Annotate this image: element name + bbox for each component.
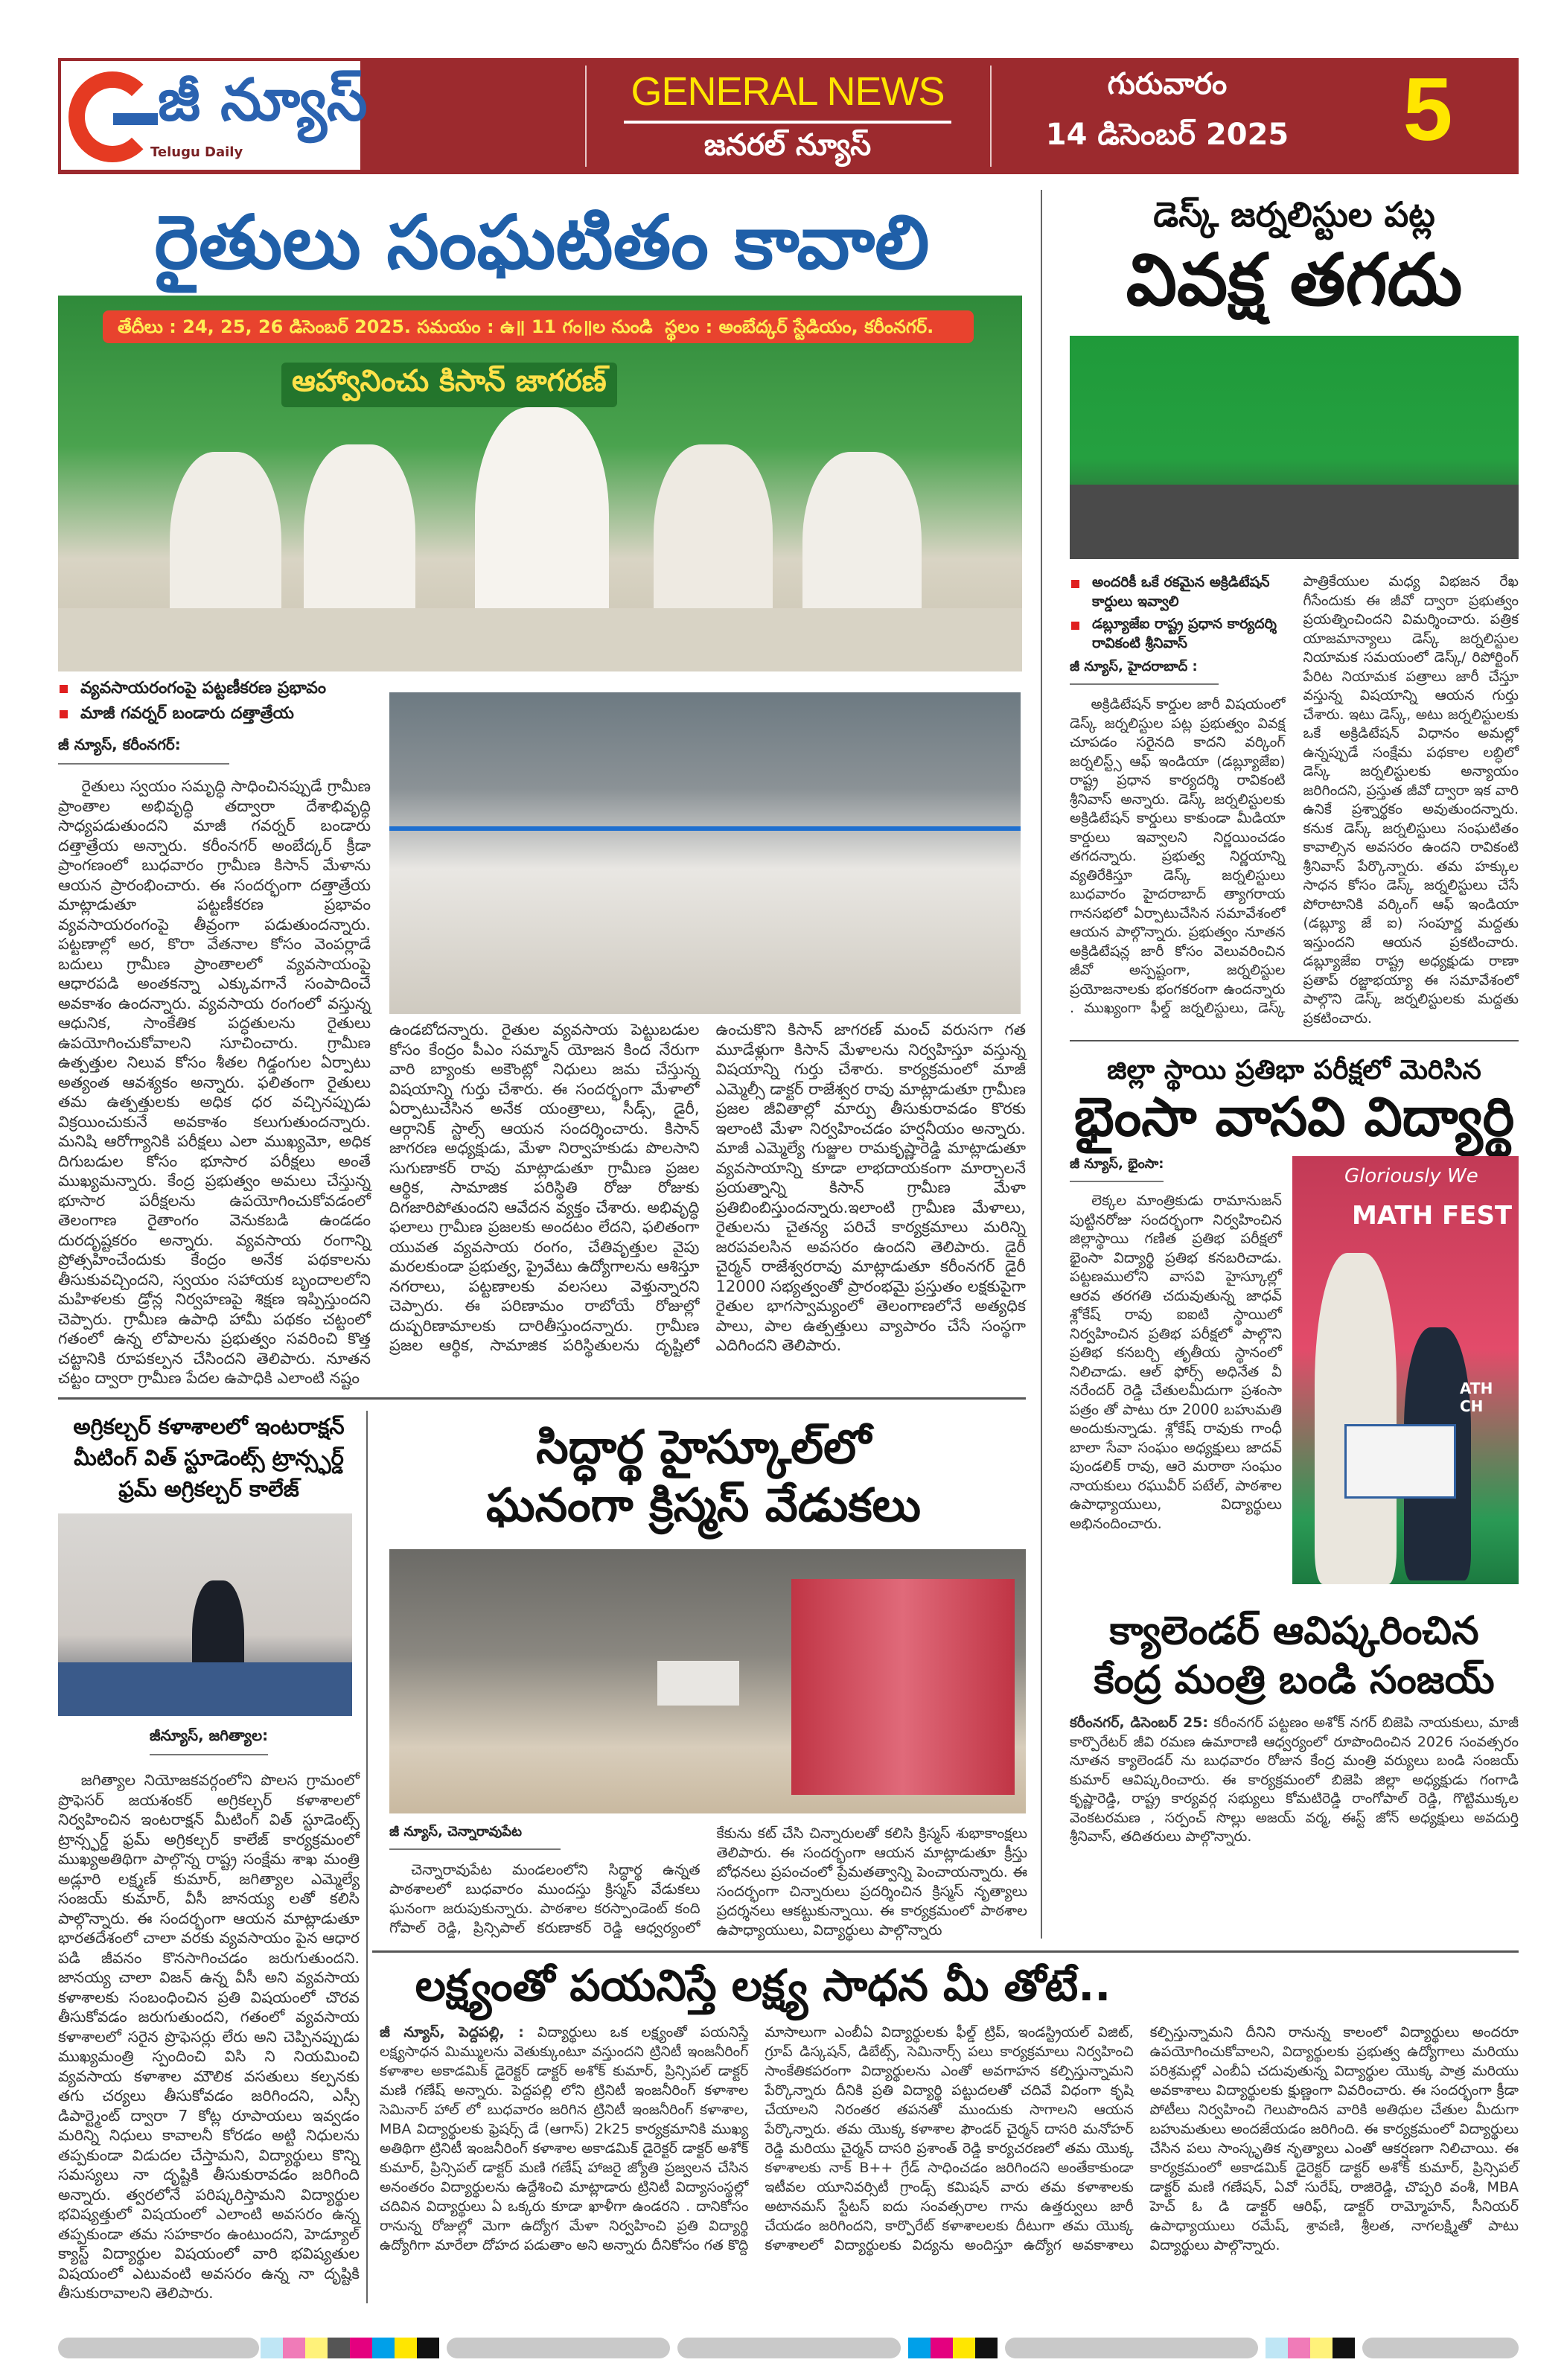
- color-swatch: [395, 2338, 417, 2358]
- calendar-text: కరీంనగర్ పట్టణం అశోక్ నగర్ బిజెపి నాయకులు, మాజీ కార్పొరేటర్ జీవి రమణ ఉమారాణి ఆధ్వర్యంలో రూపొందించిన 2026 సంవత్సరం నూతన క్యాలెండర్ ను బుధవారం రోజున కేంద్ర మంత్రి వర్యులు బండి సంజయ్ కుమార్ ఆవిష్కరించారు. ఈ కార్యక్రమంలో బిజెపి జిల్లా అధ్యక్షుడు గంగాడి కృష్ణారెడ్డి, రాష్ట్ర కార్యవర్గ సభ్యులు కోమటిరెడ్డి రాంగోపాల్ రెడ్డి, గొట్టిముక్కల వెంకటరమణ , సర్పంచ్ సొల్లు అజయ్ వర్మ, ఈస్ట్ జోన్ అధ్యక్షులు అవదుర్తి శ్రీనివాస్, తదితరులు పాల్గొన్నారు.: [1070, 1714, 1519, 1845]
- siddhartha-headline: [380, 1418, 1027, 1534]
- section-title-en: GENERAL NEWS: [631, 69, 945, 114]
- color-swatch: [1288, 2338, 1310, 2358]
- color-swatch: [1310, 2338, 1333, 2358]
- bhainsa-photo: [1292, 1156, 1519, 1584]
- registration-bar: [447, 2338, 670, 2358]
- issue-date: 14 డిసెంబర్ 2025: [1045, 118, 1289, 152]
- dateline: కరీంనగర్, డిసెంబర్ 25:: [1070, 1714, 1208, 1732]
- agri-headline: అగ్రికల్చర్ కళాశాలలో ఇంటరాక్షన్ మీటింగ్ విత్ స్టూడెంట్స్ ట్రాన్స్ఫర్డ్ ఫ్రమ్ అగ్రికల్చర్ కాలేజ్: [73, 1414, 345, 1502]
- siddhartha-article: [389, 1824, 1027, 1940]
- bullet: డబ్ల్యూజేఐ రాష్ట్ర ప్రధాన కార్యదర్శి రావికంటి శ్రీనివాస్: [1070, 614, 1286, 653]
- color-swatch: [372, 2338, 395, 2358]
- color-swatch: [908, 2338, 931, 2358]
- masthead: [58, 58, 1519, 174]
- banner-dates: తేదీలు : 24, 25, 26 డిసెంబర్ 2025. సమయం : ఉ॥ 11 గం॥ల నుండి: [118, 316, 653, 337]
- banner-text: Gloriously We: [1344, 1165, 1478, 1188]
- color-swatch: [953, 2338, 975, 2358]
- person: [1315, 1253, 1397, 1584]
- bhainsa-text: [1070, 1156, 1282, 1584]
- color-swatch: [1266, 2338, 1288, 2358]
- registration-bar: [1005, 2338, 1258, 2358]
- lead-photo: [58, 296, 1022, 671]
- desk-article: [1070, 572, 1519, 1028]
- weekday: గురువారం: [1107, 67, 1228, 101]
- section-rule: [58, 1397, 1026, 1400]
- color-swatch: [305, 2338, 328, 2358]
- byline: జీ న్యూస్, భైంసా:: [1070, 1156, 1164, 1182]
- goal-text: విద్యార్థులు ఒక లక్ష్యంతో పయనిస్తే లక్ష్యసాధన మిమ్ములను వెతుక్కుంటూ వస్తుందని ట్రినిటీ ఇంజనీరింగ్ కళాశాల అకాడమిక్ డైరెక్టర్ డాక్టర్ అశోక్ కుమార్, ప్రిన్సిపల్ డాక్టర్ మణి గణేష్ అన్నారు. పెద్దపల్లి లోని ట్రినిటీ ఇంజనీరింగ్ కళాశాల సెమినార్ హాల్ లో బుధవారం జరిగిన ట్రినిటీ ఇంజనీరింగ్ కళాశాల, MBA విద్యార్థులకు ఫ్రెషర్స్ డే (ఆగాస్) 2k25 కార్యక్రమానికి ముఖ్య అతిథిగా ట్రినిటీ ఇంజనీరింగ్ కళాశాల అకాడమిక్ డైరెక్టర్ డాక్టర్ అశోక్ కుమార్, ప్రిన్సిపల్ డాక్టర్ మణి గణేష్ హాజరై జ్యోతి ప్రజ్వలన చేసిన అనంతరం విద్యార్థులను ఉద్దేశించి మాట్లాడారు ట్రినిటీ విద్యాసంస్థల్లో చదివిన విద్యార్థులు ఏ ఒక్కరు కూడా ఖాళీగా ఉండరని . దానికోసం రానున్న రోజుల్లో మెగా ఉద్యోగ మేళా నిర్వహించి ప్రతి విద్యార్థి ఉద్యోగిగా మారేలా దోహద పడుతాం అని అన్నారు దీనికోసం గత కొద్ది మాసాలుగా ఎంబీఏ విద్యార్థులకు ఫీల్డ్ ట్రిప్, ఇండస్ట్రియల్ విజిట్, గ్రూప్ డిస్కషన్, డిబేట్స్, సెమినార్స్ పలు కార్యక్రమాలు నిర్వహించి సాంకేతికపరంగా విద్యార్థులను ఎంతో అవగాహన కల్పిస్తున్నామని పేర్కొన్నారు దీనికి ప్రతి విద్యార్థి పట్టుదలతో చదివే విధంగా కృషి చేయాలని నిరంతర తపనతో ముందుకు సాగాలని ఆయన పేర్కొన్నారు. తమ యొక్క కళాశాల ఫౌండర్ చైర్మన్ దాసరి మనోహర్ రెడ్డి మరియు చైర్మన్ దాసరి ప్రశాంత్ రెడ్డి కార్యచరణలో తమ యొక్క కళాశాలకు నాక్ B++ గ్రేడ్ సాధించడం జరిగిందని అంతేకాకుండా ఇటీవల యూనివర్సిటీ గ్రాండ్స్ కమిషన్ వారు తమ కళాశాలకు అటానమస్ స్టేటస్ ఐదు సంవత్సరాల గాను ఉత్తర్వులు జారీ చేయడం జరిగిందని, కార్పొరేట్ కళాశాలలకు దీటుగా తమ యొక్క కళాశాలలో విద్యార్థులకు విద్యను అందిస్తూ ఉద్యోగ అవకాశాలు కల్పిస్తున్నామని దీనిని రానున్న కాలంలో విద్యార్థులు అందరూ ఉపయోగించుకోవాలని, విద్యార్థులకు ప్రభుత్వ ఉద్యోగాలు మరియు పరిశ్రమల్లో ఎంబీఏ చదువుతున్న విద్యార్థుల యొక్క పాత్ర మరియు అవకాశాలు విద్యార్థులకు క్షుణ్ణంగా వివరించారు. ఈ సందర్భంగా క్రీడా పోటీలు నిర్వహించి గెలుపొందిన వారికి అతిథుల చేతుల మీదుగా బహుమతులు అందజేయడం జరిగింది. ఈ కార్యక్రమంలో విద్యార్థులు చేసిన పలు సాంస్కృతిక నృత్యాలు ఎంతో ఆకర్షణగా నిలిచాయి. ఈ కార్యక్రమంలో అకాడమిక్ డైరెక్టర్ డాక్టర్ అశోక్ కుమార్, ప్రిన్సిపల్ డాక్టర్ మణి గణేషన్, ఏవో సురేష్, రాజిరెడ్డి, చొప్పరి వంశీ, MBA హెచ్ ఓ డి డాక్టర్ ఆరిఫ్, డాక్టర్ రామ్మోహన్, సీనియర్ ఉపాధ్యాయులు రమేష్, శ్రావణి, శ్రీలత, నాగలక్ష్మితో పాటు విద్యార్థులు పాల్గొన్నారు.: [380, 2023, 1519, 2253]
- byline: జీన్యూస్, జగిత్యాల:: [150, 1726, 268, 1755]
- bhainsa-row: [1070, 1156, 1519, 1584]
- bullet: అందరికీ ఒకే రకమైన అక్రిడిటేషన్ కార్డులు ఇవ్వాలి: [1070, 572, 1286, 611]
- goal-headline: లక్ష్యంతో పయనిస్తే లక్ష్య సాధన మీ తోటే..: [415, 1960, 1111, 2011]
- lead-right-column: [389, 692, 1026, 1388]
- color-swatch: [975, 2338, 998, 2358]
- bhainsa-kicker: జిల్లా స్థాయి ప్రతిభా పరీక్షలో మెరిసిన: [1107, 1055, 1481, 1086]
- registration-bar: [677, 2338, 901, 2358]
- calendar-headline: క్యాలెండర్ ఆవిష్కరించిన కేంద్ర మంత్రి బండి సంజయ్: [1094, 1609, 1495, 1703]
- dateline: జీ న్యూస్, పెద్దపల్లి, :: [380, 2023, 524, 2041]
- headline-line: ఘనంగా క్రిస్మస్ వేడుకలు: [486, 1478, 921, 1532]
- dais: [58, 1662, 352, 1716]
- logo-text: జీ న్యూస్: [158, 67, 368, 134]
- calendar-body: [1070, 1714, 1519, 1847]
- bullet: వ్యవసాయరంగంపై పట్టణీకరణ ప్రభావం: [58, 677, 371, 700]
- desk-headline: వివక్ష తగదు: [1126, 237, 1463, 322]
- lead-body-right: ఉండబోదన్నారు. రైతుల వ్యవసాయ పెట్టుబడుల కోసం కేంద్రం పీఎం సమ్మాన్ యోజన కింద నేరుగా వారి బ్యాంకు అకౌంట్లో నిధులు జమ చేస్తున్న విషయాన్ని గుర్తు చేశారు. ఈ సందర్భంగా మేళాలో ఏర్పాటుచేసిన అనేక యంత్రాలు, సీడ్స్, డైరీ, ఆర్గానిక్ స్టాల్స్ ఆయన సందర్శించారు. కిసాన్ జాగరణ అధ్యక్షుడు, మేళా నిర్వాహకుడు పొలసాని సుగుణాకర్ రావు మాట్లాడుతూ గ్రామీణ ప్రజల ఆర్థిక, సామాజిక పరిస్థితి రోజు రోజుకు దిగజారిపోతుందని ఆవేదన వ్యక్తం చేశారు. అభివృద్ధి ఫలాలు గ్రామీణ ప్రజలకు అందటం లేదని, ఫలితంగా యువత వ్యవసాయ రంగం, చేతివృత్తుల వైపు మరలకుండా ప్రభుత్వ, ప్రైవేటు ఉద్యోగాలను ఆశిస్తూ నగరాలు, పట్టణాలకు వలసలు వెళ్తున్నారని చెప్పారు. ఈ పరిణామం రాబోయే రోజుల్లో దుష్పరిణామాలకు దారితీస్తుందన్నారు. గ్రామీణ ప్రజల ఆర్థిక, సామాజిక పరిస్థితులను దృష్టిలో ఉంచుకొని కిసాన్ జాగరణ్ మంచ్ వరుసగా గత మూడేళ్లుగా కిసాన్ మేళాలను నిర్వహిస్తూ వస్తున్న విషయాన్ని గుర్తు చేశారు. కార్యక్రమంలో మాజీ ఎమ్మెల్సీ డాక్టర్ రాజేశ్వర రావు మాట్లాడుతూ గ్రామీణ ప్రజల జీవితాల్లో మార్పు తీసుకురావడం కొరకు ఇలాంటి మేళా నిర్వహించడం హర్షనీయం అన్నారు. మాజీ ఎమ్మెల్యే గుజ్జుల రామకృష్ణారెడ్డి మాట్లాడుతూ వ్యవసాయాన్ని కూడా లాభదాయకంగా మార్చాలనే ప్రయత్నాన్ని కిసాన్ గ్రామీణ మేళా ప్రతిబింబిస్తుందన్నారు.ఇలాంటి గ్రామీణ మేళాలు, రైతులను చైతన్య పరిచే కార్యక్రమాలు మరిన్ని జరపవలసిన అవసరం ఉందని తెలిపారు. డైరీ చైర్మన్ రాజేశ్వరరావు మాట్లాడుతూ కరీంనగర్ డైరీ 12000 సభ్యత్వంతో ప్రారంభమై ప్రస్తుతం లక్షకుపైగా రైతుల భాగస్వామ్యంలో తెలంగాణలోనే అత్యధిక పాలు, పాల ఉత్పత్తులు వ్యాపారం చేసే సంస్థగా ఎదిగిందని తెలిపారు.: [389, 1021, 1026, 1354]
- logo-g-bar: [113, 113, 158, 125]
- column-rule: [366, 1411, 368, 2303]
- section-title-te: జనరల్ న్యూస్: [703, 128, 872, 162]
- siddhartha-body: చెన్నారావుపేట మండలంలోని సిద్ధార్థ ఉన్నత పాఠశాలలో బుధవారం ముందస్తు క్రిస్మస్ వేడుకలు ఘనంగా జరుపుకున్నారు. పాఠశాల కరస్పాండెంట్ కంది గోపాల్ రెడ్డి, ప్రిన్సిపాల్ కరుణాకర్ రెడ్డి ఆధ్వర్యంలో కేకును కట్ చేసి చిన్నారులతో కలిసి క్రిస్మస్ శుభాకాంక్షలు తెలిపారు. ఈ సందర్భంగా ఆయన మాట్లాడుతూ క్రీస్తు బోధనలు ప్రపంచంలో ప్రేమతత్వాన్ని పెంచాయన్నారు. ఈ సందర్భంగా చిన్నారులు ప్రదర్శించిన క్రిస్మస్ నృత్యాలు ప్రదర్శనలు ఆకట్టుకున్నాయి. ఈ కార్యక్రమంలో పాఠశాల ఉపాధ్యాయులు, విద్యార్థులు పాల్గొన్నారు: [389, 1825, 1027, 1939]
- column-rule: [1041, 190, 1042, 1939]
- bhainsa-body: లెక్కల మాంత్రికుడు రామానుజన్ పుట్టినరోజు సందర్భంగా నిర్వహించిన జిల్లాస్థాయి గణిత ప్రతిభ పరీక్షలో భైంసా విద్యార్థి ప్రతిభ కనబరిచాడు. పట్టణములోని వాసవి హైస్కూల్లో ఆరవ తరగతి చదువుతున్న జాధవ్ శ్లోకేష్ రావు ఐఐటి స్థాయిలో నిర్వహించిన ప్రతిభ పరీక్షలో పాల్గొని ప్రతిభ కనబర్చి తృతీయ స్థానంలో నిలిచాడు. ఆల్ ఫోర్స్ అధినేత వీ నరేందర్ రెడ్డి చేతులమీదుగా ప్రశంసా పత్రం తో పాటు రూ 2000 బహుమతి అందుకున్నాడు. శ్లోకేష్ రావుకు గాంధీ బాలా సేవా సంఘం అధ్యక్షులు జాదవ్ పుండలిక్ రావు, ఆరె మరాఠా సంఘం నాయకులు రఘువీర్ పటేల్, పాఠశాల ఉపాధ్యాయులు, విద్యార్థులు అభినందించారు.: [1070, 1192, 1282, 1532]
- audience: [1070, 485, 1519, 559]
- ribbon: [389, 826, 1021, 831]
- desk-body: అక్రిడిటేషన్ కార్డుల జారీ విషయంలో డెస్క్ జర్నలిస్టుల పట్ల ప్రభుత్వం వివక్ష చూపడం సరైనది కాదని వర్కింగ్ జర్నలిస్ట్స్ ఆఫ్ ఇండియా (డబ్ల్యూజేఐ) రాష్ట్ర ప్రధాన కార్యదర్శి రావికంటి శ్రీనివాస్ అన్నారు. డెస్క్ జర్నలిస్టులకు అక్రిడిటేషన్ కార్డులు కాకుండా మీడియా కార్డులు ఇవ్వాలని నిర్ణయించడం తగదన్నారు. ప్రభుత్వ నిర్ణయాన్ని వ్యతిరేకిస్తూ డెస్క్ జర్నలిస్టులు బుధవారం హైదరాబాద్ త్యాగరాయ గానసభలో ఏర్పాటుచేసిన సమావేశంలో ఆయన పాల్గొన్నారు. ప్రభుత్వం నూతన అక్రిడిటేషన్ల జారీ కోసం వెలువరించిన జీవో అస్పష్టంగా, జర్నలిస్టుల ప్రయోజనాలకు భంగకరంగా ఉందన్నారు . ముఖ్యంగా ఫీల్డ్ జర్నలిస్టులు, డెస్క్ పాత్రికేయుల మధ్య విభజన రేఖ గీసేందుకు ఈ జీవో ద్వారా ప్రభుత్వం ప్రయత్నించిందని విమర్శించారు. పత్రిక యాజమాన్యాలు డెస్క్ జర్నలిస్టుల నియామక సమయంలో డెస్క్/ రిపోర్టింగ్ పేరిట నియామక పత్రాలు జారీ చేస్తూ వస్తున్న విషయాన్ని ఆయన గుర్తు చేశారు. ఇటు డెస్క్, అటు జర్నలిస్టులకు ఒకే అక్రిడిటేషన్ విధానం అమల్లో ఉన్నప్పుడే సంక్షేమ పథకాల లబ్ధిలో డెస్క్ జర్నలిస్టులకు అన్యాయం జరిగిందని, ప్రస్తుత జీవో ద్వారా ఇక వారి ఉనికే ప్రశ్నార్థకం అవుతుందన్నారు. కనుక డెస్క్ జర్నలిస్టులు సంఘటితం కావాల్సిన అవసరం ఉందని రావికంటి శ్రీనివాస్ పేర్కొన్నారు. తమ హక్కుల సాధన కోసం డెస్క్ జర్నలిస్టులు చేసే పోరాటానికి వర్కింగ్ ఆఫ్ ఇండియా (డబ్ల్యూ జే ఐ) సంపూర్ణ మద్దతు ఇస్తుందని ఆయన ప్రకటించారు. డబ్ల్యూజేఐ రాష్ట్ర అధ్యక్షుడు రాణా ప్రతాప్ రజ్జాభయ్యా ఈ సమావేశంలో పాల్గొని డెస్క్ జర్నలిస్టులకు మద్దతు ప్రకటించారు.: [1070, 573, 1519, 1027]
- logo-tagline: Telugu Daily: [150, 144, 243, 160]
- banner-venue: స్థలం : అంబేద్కర్ స్టేడియం, కరీంనగర్.: [665, 316, 934, 337]
- certificate: [1344, 1424, 1456, 1499]
- lead-left-column: [58, 677, 371, 1388]
- right-column: [1070, 195, 1519, 1847]
- banner-title: ఆహ్వానించు కిసాన్ జాగరణ్: [281, 363, 617, 407]
- color-swatch: [417, 2338, 439, 2358]
- lead-headline: రైతులు సంఘటితం కావాలి: [154, 199, 930, 286]
- byline-wrap: [58, 1726, 360, 1755]
- cake-table: [657, 1661, 739, 1706]
- byline: జీ న్యూస్, హైదరాబాద్ :: [1070, 659, 1219, 685]
- section-underline: [624, 121, 951, 124]
- page-number: 5: [1402, 60, 1453, 159]
- color-swatch: [931, 2338, 953, 2358]
- stage-table: [58, 608, 1022, 671]
- goal-body: [380, 2023, 1519, 2255]
- teachers-sarees: [791, 1579, 1015, 1795]
- lead-story: [58, 200, 1026, 1388]
- siddhartha-story: [380, 1418, 1027, 1940]
- desk-photo: [1070, 336, 1519, 559]
- color-swatch: [1333, 2338, 1355, 2358]
- photo-banner: [103, 310, 974, 343]
- color-swatch: [283, 2338, 305, 2358]
- agri-body: జగిత్యాల నియోజకవర్గంలోని పొలస గ్రామంలో ప్రొఫెసర్ జయశంకర్ అగ్రికల్చర్ కళాశాలలో నిర్వహించిన ఇంటరాక్షన్ మీటింగ్ విత్ స్టూడెంట్స్ ట్రాన్స్ఫర్డ్ ఫ్రమ్ అగ్రికల్చర్ కాలేజ్ కార్యక్రమంలో ముఖ్యఅతిథిగా పాల్గొన్న రాష్ట్ర సంక్షేమ శాఖ మంత్రి అడ్లూరి లక్ష్మణ్ కుమార్, జగిత్యాల ఎమ్మెల్యే సంజయ్ కుమార్, వీసీ జానయ్య లతో కలిసి పాల్గొన్నారు. ఈ సందర్భంగా ఆయన మాట్లాడుతూ భారతదేశంలో చాలా వరకు వ్యవసాయం పైన ఆధార పడి జీవనం కొనసాగించడం జరుగుతుందని. జానయ్య చాలా విజన్ ఉన్న వీసీ అని వ్యవసాయ కళాశాలకు సంబంధించిన ప్రతి విషయంలో చొరవ తీసుకోవడం జరుగుతుందని, గతంలో వ్యవసాయ కళాశాలలో సరైన ప్రొఫెసర్లు లేరు అని చెప్పినప్పుడు ముఖ్యమంత్రి స్పందించి విసి ని నియమించి వ్యవసాయ కళాశాల మౌలిక వసతులు కల్పనకు తగు చర్యలు తీసుకోవడం జరిగిందని, ఎస్సీ డిపార్ట్మెంట్ ద్వారా 7 కోట్ల రూపాయలు ఇవ్వడం మరిన్ని నిధులు కావాలనీ కోరడం అట్టి నిధులను తప్పకుండా విడుదల చేస్తామని, విద్యార్థులు కొన్ని సమస్యలు నా దృష్టికి తీసుకురావడం జరిగింది అన్నారు. త్వరలోనే పరిష్కరిస్తామని విద్యార్థుల భవిష్యత్తులో విషయంలో ఎలాంటి అవసరం ఉన్న తప్పకుండా తమ సహకారం ఉంటుందని, హెడ్యూల్ క్యాస్ట్ విద్యార్థుల విషయంలో వారి భవిష్యతుల విషయంలో ఎటువంటి అవసరం ఉన్న నా దృష్టికి తీసుకురావాలని తెలిపారు.: [58, 1771, 360, 2302]
- registration-bar: [58, 2338, 259, 2358]
- lead-columns: [58, 677, 1026, 1388]
- agri-photo: [58, 1513, 352, 1716]
- banner-text: MATH FEST: [1352, 1201, 1513, 1231]
- christmas-photo: [389, 1549, 1026, 1813]
- desk-kicker: డెస్క్ జర్నలిస్టుల పట్ల: [1153, 194, 1435, 235]
- bullet: మాజీ గవర్నర్ బండారు దత్తాత్రేయ: [58, 703, 371, 725]
- color-swatch: [261, 2338, 283, 2358]
- agri-story: [58, 1411, 360, 2303]
- color-swatch: [328, 2338, 350, 2358]
- banner-text: ATH CH: [1460, 1379, 1493, 1416]
- byline: జీ న్యూస్, చెన్నారావుపేట: [389, 1824, 561, 1850]
- section-rule: [372, 1950, 1519, 1953]
- bhainsa-headline: భైంసా వాసవి విద్యార్థి: [1073, 1085, 1515, 1148]
- divider: [990, 66, 992, 167]
- headline-line: సిద్ధార్థ హైస్కూల్‌లో: [536, 1420, 871, 1474]
- color-swatch: [350, 2338, 372, 2358]
- registration-bar: [1362, 2338, 1519, 2358]
- logo: [61, 61, 368, 170]
- section-rule: [1070, 1040, 1519, 1041]
- lead-body-left: రైతులు స్వయం సమృద్ధి సాధించినప్పుడే గ్రామీణ ప్రాంతాల అభివృద్ధి తద్వారా దేశాభివృద్ధి సాధ్యపడుతుందని మాజీ గవర్నర్ బండారు దత్తాత్రేయ అన్నారు. కరీంనగర్ అంబేద్కర్ క్రీడా ప్రాంగణంలో బుధవారం గ్రామీణ కిసాన్ మేళాను ఆయన ప్రారంభించారు. ఈ సందర్భంగా దత్తాత్రేయ మాట్లాడుతూ పట్టణీకరణ ప్రభావం వ్యవసాయరంగంపై తీవ్రంగా పడుతుందన్నారు. పట్టణాల్లో అర, కొరా వేతనాల కోసం వెంపర్లాడే బదులు గ్రామీణ ప్రాంతాలలో వ్యవసాయంపై ఆధారపడి అంతకన్నా ఎక్కువగానే సంపాదించే అవకాశం ఉందన్నారు. వ్యవసాయ రంగంలో వస్తున్న ఆధునిక, సాంకేతిక పద్ధతులను రైతులు ఉపయోగించుకోవాలని సూచించారు. గ్రామీణ ఉత్పత్తుల నిలువ కోసం శీతల గిడ్డంగుల ఏర్పాటు అత్యంత ఆవశ్యకం అన్నారు. ఫలితంగా రైతులు తమ ఉత్పత్తులకు అధిక ధర వచ్చినప్పుడు విక్రయించుకునే అవకాశం కలుగుతుందన్నారు. మనిషి ఆరోగ్యానికి పరీక్షలు ఎలా ముఖ్యమో, అధిక దిగుబడుల కోసం భూసార పరీక్షలు అంతే ముఖ్యమన్నారు. కేంద్ర ప్రభుత్వం అమలు చేస్తున్న భూసార పరీక్షలను ఉపయోగించుకోవడంలో తెలంగాణ రైతాంగం వెనుకబడి ఉండడం దురదృష్టకరం అన్నారు. వ్యవసాయ రంగాన్ని ప్రోత్సహించేందుకు కేంద్రం అనేక పథకాలను తీసుకువచ్చిందని, స్వయం సహాయక బృందాలలోని మహిళలకు డ్రోన్ల నిర్వహణపై శిక్షణ ఇప్పిస్తుందని చెప్పారు. గ్రామీణ ఉపాధి హామీ పథకం చట్టంలో గతంలో ఉన్న లోపాలను ప్రభుత్వం సవరించి కొత్త చట్టానికి రూపకల్పన చేసిందని తెలిపారు. నూతన చట్టం ద్వారా గ్రామీణ పేదల ఉపాధికి ఎలాంటి నష్టం: [58, 777, 371, 1387]
- goal-story: [380, 1961, 1519, 2255]
- ribbon-cutting-photo: [389, 692, 1021, 1014]
- byline: జీ న్యూస్, కరీంనగర్:: [58, 736, 229, 765]
